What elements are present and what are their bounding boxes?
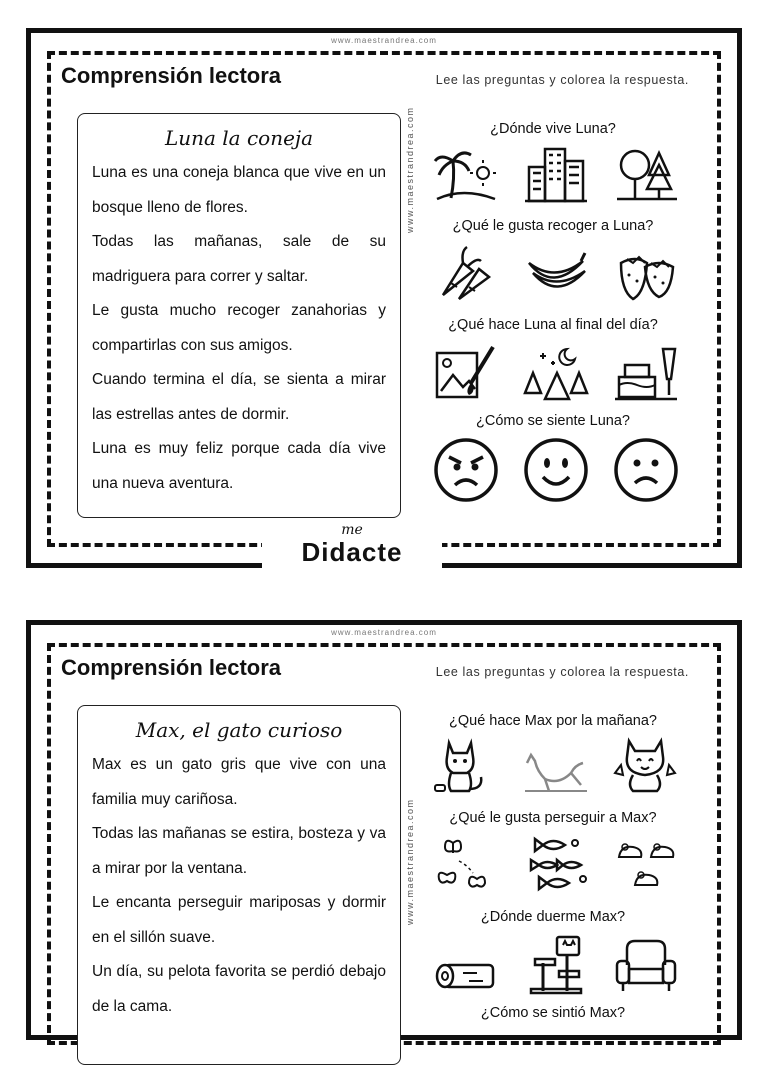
story-box: [77, 705, 401, 1065]
question-1: ¿Qué hace Max por la mañana?: [449, 713, 657, 729]
bananas-icon[interactable]: [523, 243, 589, 303]
beach-palm-icon[interactable]: [433, 143, 499, 203]
cat-tree-icon[interactable]: [523, 935, 589, 995]
story-paragraph: Luna es una coneja blanca que vive en un bosque lleno de flores.: [92, 164, 386, 216]
answer-options-4: [421, 437, 691, 503]
playful-cat-icon[interactable]: [613, 735, 679, 795]
answer-options-2: [421, 243, 691, 303]
story-title: Luna la coneja: [164, 126, 314, 150]
site-url-vertical: www.maestrandrea.com: [405, 798, 415, 925]
forest-trees-icon[interactable]: [613, 143, 679, 203]
story-paragraph: Luna es muy feliz porque cada día vive una nueva aventura.: [92, 440, 386, 492]
instruction-text: Lee las preguntas y colorea la respuesta.: [435, 665, 689, 679]
night-camping-icon[interactable]: [523, 343, 589, 403]
story-box: [77, 113, 401, 518]
strawberries-icon[interactable]: [613, 243, 679, 303]
story-paragraph: Le encanta perseguir mariposas y dormir en el sillón suave.: [92, 894, 386, 946]
cake-baking-icon[interactable]: [613, 343, 679, 403]
question-2: ¿Qué le gusta perseguir a Max?: [449, 810, 657, 826]
answer-options-3: [421, 343, 691, 403]
brand-logo: [262, 523, 442, 583]
answer-options-3: [421, 935, 691, 995]
fish-icon[interactable]: [523, 835, 589, 895]
sitting-cat-icon[interactable]: [433, 735, 499, 795]
city-buildings-icon[interactable]: [523, 143, 589, 203]
question-4: ¿Cómo se sintió Max?: [480, 1005, 626, 1021]
worksheet-luna: [26, 28, 742, 568]
question-3: ¿Qué hace Luna al final del día?: [448, 317, 658, 333]
carrots-icon[interactable]: [433, 243, 499, 303]
painting-icon[interactable]: [433, 343, 499, 403]
story-paragraph: Cuando termina el día, se sienta a mirar las estrellas antes de dormir.: [92, 371, 386, 423]
story-title: Max, el gato curioso: [135, 718, 343, 742]
armchair-icon[interactable]: [613, 935, 679, 995]
story-paragraph: Max es un gato gris que vive con una familia muy cariñosa.: [92, 756, 386, 808]
worksheet-title: Comprensión lectora: [61, 655, 282, 680]
answer-options-1: [421, 735, 691, 795]
worksheet-max: [26, 620, 742, 1040]
stretching-cat-icon[interactable]: [523, 735, 589, 795]
happy-face-icon[interactable]: [523, 437, 589, 503]
instruction-text: Lee las preguntas y colorea la respuesta.: [435, 73, 689, 87]
answer-options-2: [421, 835, 691, 895]
answer-options-1: [421, 143, 691, 203]
mice-icon[interactable]: [613, 835, 679, 895]
angry-face-icon[interactable]: [433, 437, 499, 503]
story-paragraph: Todas las mañanas, sale de su madriguera para correr y saltar.: [92, 233, 386, 285]
question-4: ¿Cómo se siente Luna?: [476, 413, 630, 429]
logo-main-text: Didacte: [301, 537, 403, 567]
story-paragraph: Todas las mañanas se estira, bosteza y va a mirar por la ventana.: [92, 825, 386, 877]
question-1: ¿Dónde vive Luna?: [490, 121, 616, 137]
question-2: ¿Qué le gusta recoger a Luna?: [452, 218, 654, 234]
log-icon[interactable]: [433, 935, 499, 995]
site-url-top: www.maestrandrea.com: [331, 628, 437, 637]
site-url-top: www.maestrandrea.com: [331, 36, 437, 45]
sad-face-icon[interactable]: [613, 437, 679, 503]
story-paragraph: Le gusta mucho recoger zanahorias y compartirlas con sus amigos.: [92, 302, 386, 354]
question-3: ¿Dónde duerme Max?: [480, 909, 626, 925]
worksheet-title: Comprensión lectora: [61, 63, 282, 88]
butterflies-icon[interactable]: [433, 835, 499, 895]
story-paragraph: Un día, su pelota favorita se perdió debajo de la cama.: [92, 963, 386, 1015]
logo-small-text: me: [341, 522, 363, 538]
site-url-vertical: www.maestrandrea.com: [405, 106, 415, 233]
